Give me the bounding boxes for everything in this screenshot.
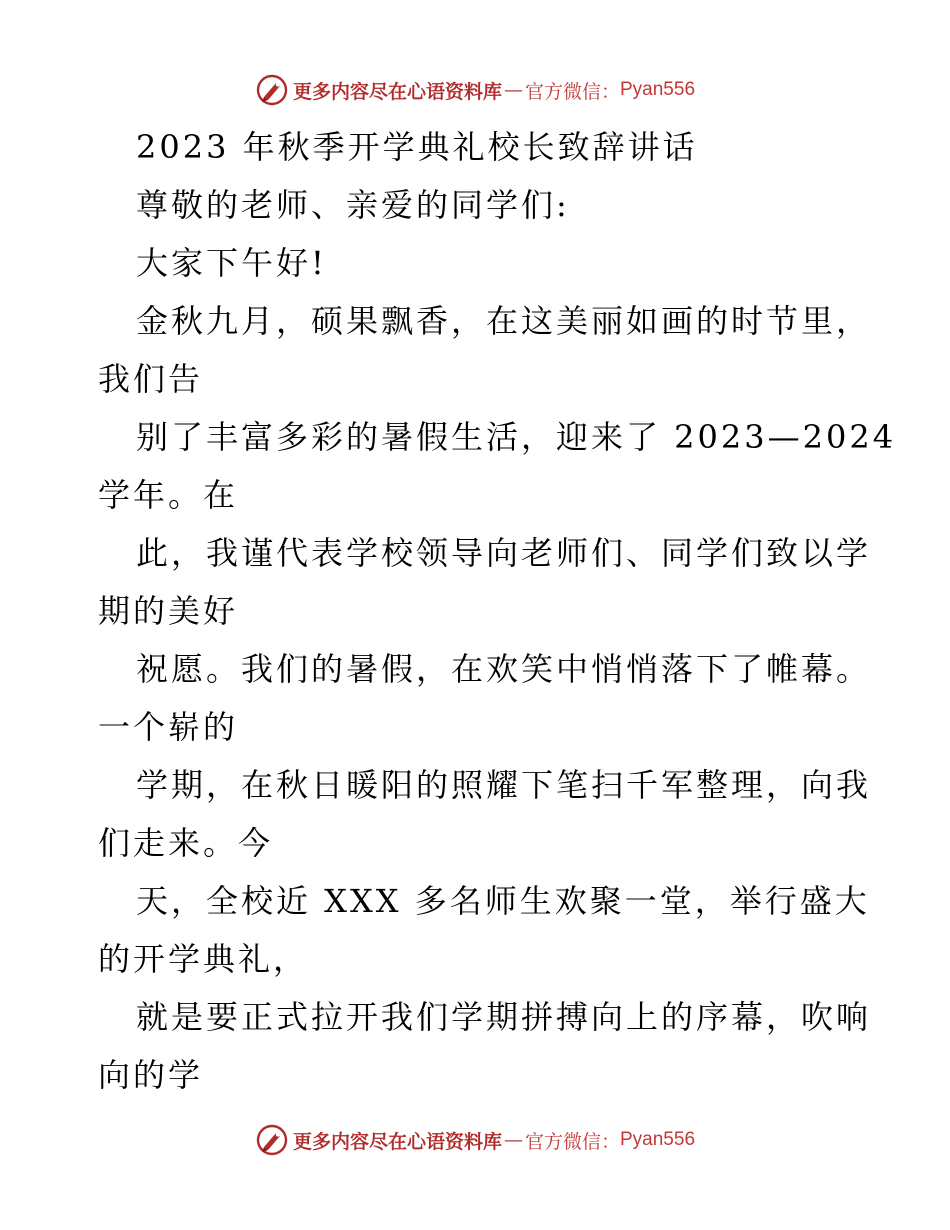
- greeting: 大家下午好!: [136, 244, 327, 282]
- body-line: 学年。在: [98, 476, 239, 514]
- body-line: 向的学: [98, 1056, 204, 1094]
- document-title: 2023 年秋季开学典礼校长致辞讲话: [136, 128, 698, 166]
- watermark-wechat-id: Pyan556: [620, 79, 696, 100]
- body-line: 们走来。今: [98, 824, 274, 862]
- pen-circle-logo-icon: [255, 73, 289, 107]
- body-line: 祝愿。我们的暑假，在欢笑中悄悄落下了帷幕。: [136, 650, 872, 688]
- watermark-footer: [0, 1120, 950, 1160]
- body-line: 期的美好: [98, 592, 239, 630]
- body-line: 此，我谨代表学校领导向老师们、同学们致以学: [136, 534, 872, 572]
- watermark-wechat-label: 官方微信：: [524, 1130, 620, 1153]
- body-line: 学期，在秋日暖阳的照耀下笔扫千军整理，向我: [136, 766, 872, 804]
- pen-circle-logo-icon: [255, 1123, 289, 1157]
- watermark-separator: —: [503, 79, 523, 101]
- body-line: 的开学典礼，: [98, 940, 309, 978]
- watermark-wechat-label: 官方微信：: [524, 80, 620, 103]
- body-line: 天，全校近 XXX 多名师生欢聚一堂，举行盛大: [136, 882, 870, 920]
- watermark-brand: 更多内容尽在心语资料库: [292, 1130, 502, 1153]
- body-line: 金秋九月，硕果飘香，在这美丽如画的时节里，: [136, 302, 872, 340]
- watermark-brand: 更多内容尽在心语资料库: [292, 80, 502, 103]
- watermark-wechat-id: Pyan556: [620, 1129, 696, 1150]
- body-line: 我们告: [98, 360, 204, 398]
- body-line: 别了丰富多彩的暑假生活，迎来了 2023—2024: [136, 418, 897, 456]
- body-line: 一个崭的: [98, 708, 239, 746]
- salutation: 尊敬的老师、亲爱的同学们:: [136, 186, 570, 224]
- watermark-header: [0, 70, 950, 110]
- body-line: 就是要正式拉开我们学期拼搏向上的序幕，吹响: [136, 998, 872, 1036]
- watermark-separator: —: [503, 1129, 523, 1151]
